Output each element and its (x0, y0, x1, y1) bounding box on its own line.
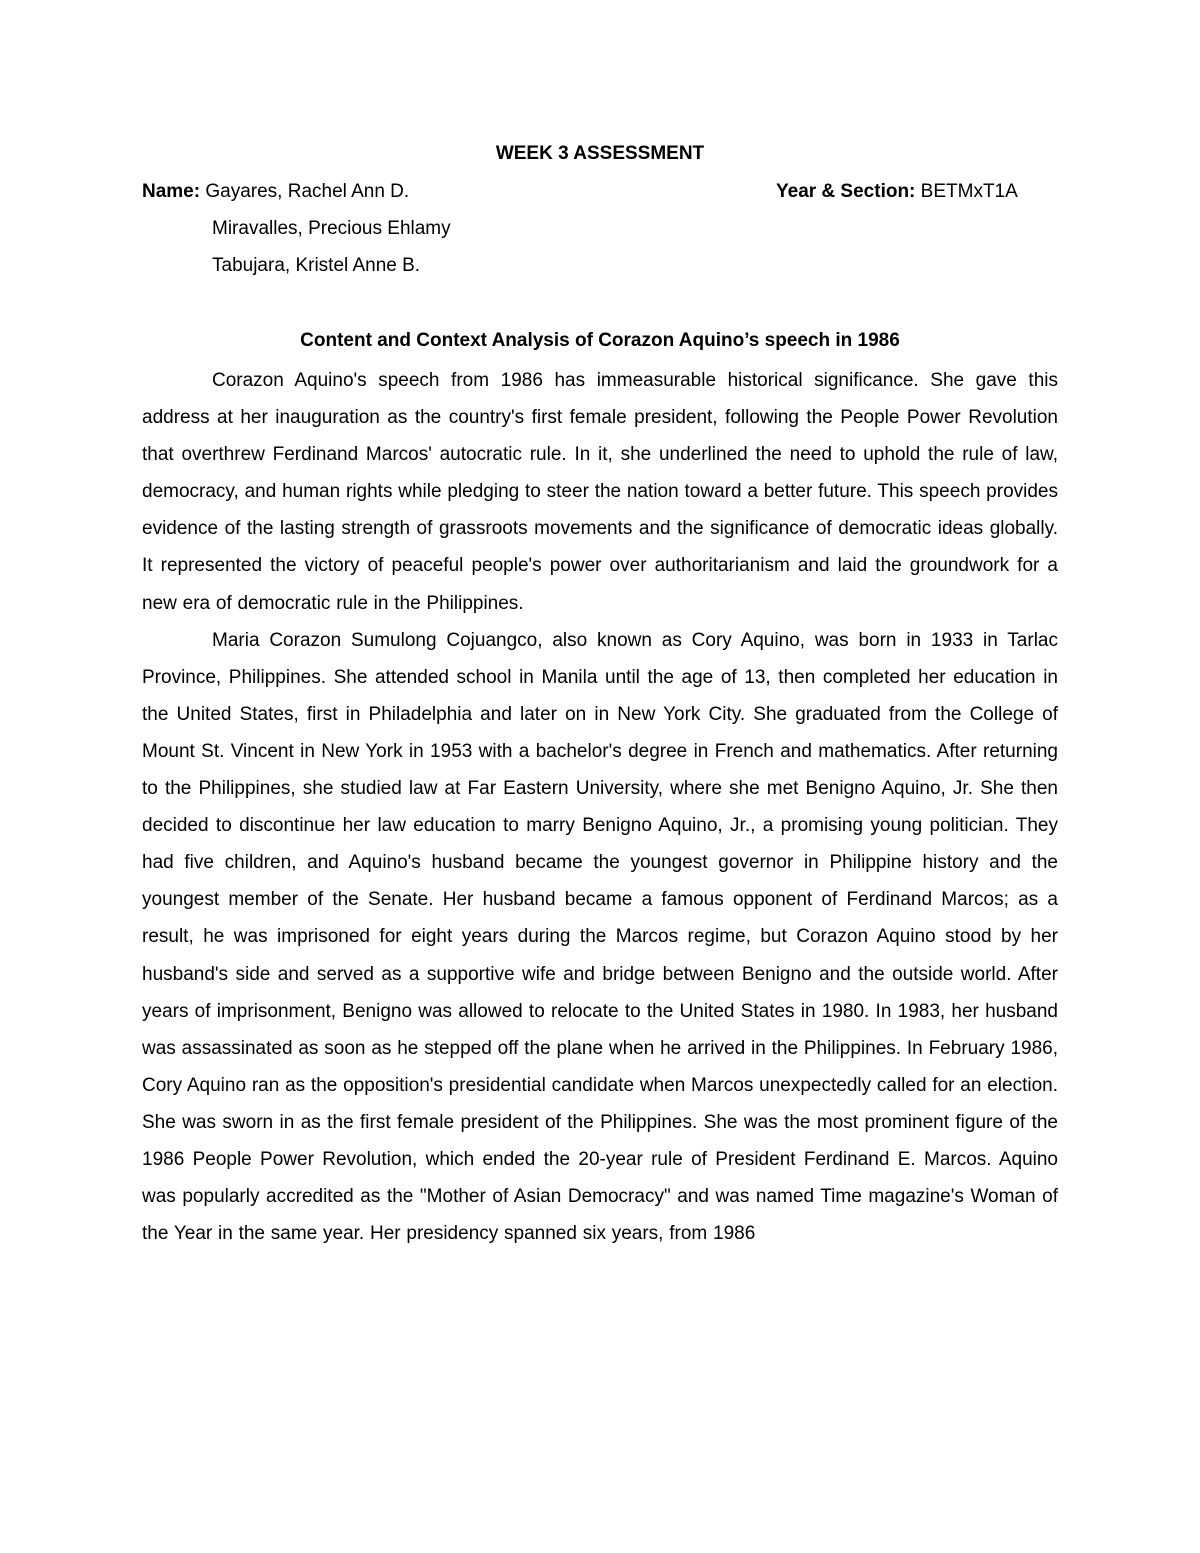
name-line (142, 178, 409, 206)
name-label: Name: (142, 181, 201, 202)
year-section-line (776, 178, 1018, 206)
year-section-label: Year & Section: (776, 181, 916, 202)
student-name-2: Miravalles, Precious Ehlamy (212, 218, 451, 239)
document-title: WEEK 3 ASSESSMENT (495, 143, 705, 164)
document-body (142, 362, 1058, 1252)
year-section-value: BETMxT1A (920, 181, 1018, 202)
student-name-1: Gayares, Rachel Ann D. (205, 181, 410, 202)
student-name-3: Tabujara, Kristel Anne B. (212, 255, 421, 276)
paragraph-2: Maria Corazon Sumulong Cojuangco, also known as Cory Aquino, was born in 1933 in Tarlac Province, Philippines. She attended school in Manila until the age of 13, then completed her education in the United States, first in Philadelphia and later on in New York City. She graduated from the College of Mount St. Vincent in New York in 1953 with a bachelor's degree in French and mathematics. After returning to the Philippines, she studied law at Far Eastern University, where she met Benigno Aquino, Jr. She then decided to discontinue her law education to marry Benigno Aquino, Jr., a promising young politician. They had five children, and Aquino's husband became the youngest governor in Philippine history and the youngest member of the Senate. Her husband became a famous opponent of Ferdinand Marcos; as a result, he was imprisoned for eight years during the Marcos regime, but Corazon Aquino stood by her husband's side and served as a supportive wife and bridge between Benigno and the outside world. After years of imprisonment, Benigno was allowed to relocate to the United States in 1980. In 1983, her husband was assassinated as soon as he stepped off the plane when he arrived in the Philippines. In February 1986, Cory Aquino ran as the opposition's presidential candidate when Marcos unexpectedly called for an election. She was sworn in as the first female president of the Philippines. She was the most prominent figure of the 1986 People Power Revolution, which ended the 20-year rule of President Ferdinand E. Marcos. Aquino was popularly accredited as the "Mother of Asian Democracy" and was named Time magazine's Woman of the Year in the same year. Her presidency spanned six years, from 1986 (142, 629, 1058, 1245)
document-subtitle: Content and Context Analysis of Corazon Aquino’s speech in 1986 (300, 330, 900, 351)
paragraph-1: Corazon Aquino's speech from 1986 has immeasurable historical significance. She gave this address at her inauguration as the country's first female president, following the People Power Revolution that overthrew Ferdinand Marcos' autocratic rule. In it, she underlined the need to uphold the rule of law, democracy, and human rights while pledging to steer the nation toward a better future. This speech provides evidence of the lasting strength of grassroots movements and the significance of democratic ideas globally. It represented the victory of peaceful people's power over authoritarianism and laid the groundwork for a new era of democratic rule in the Philippines. (142, 370, 1058, 614)
